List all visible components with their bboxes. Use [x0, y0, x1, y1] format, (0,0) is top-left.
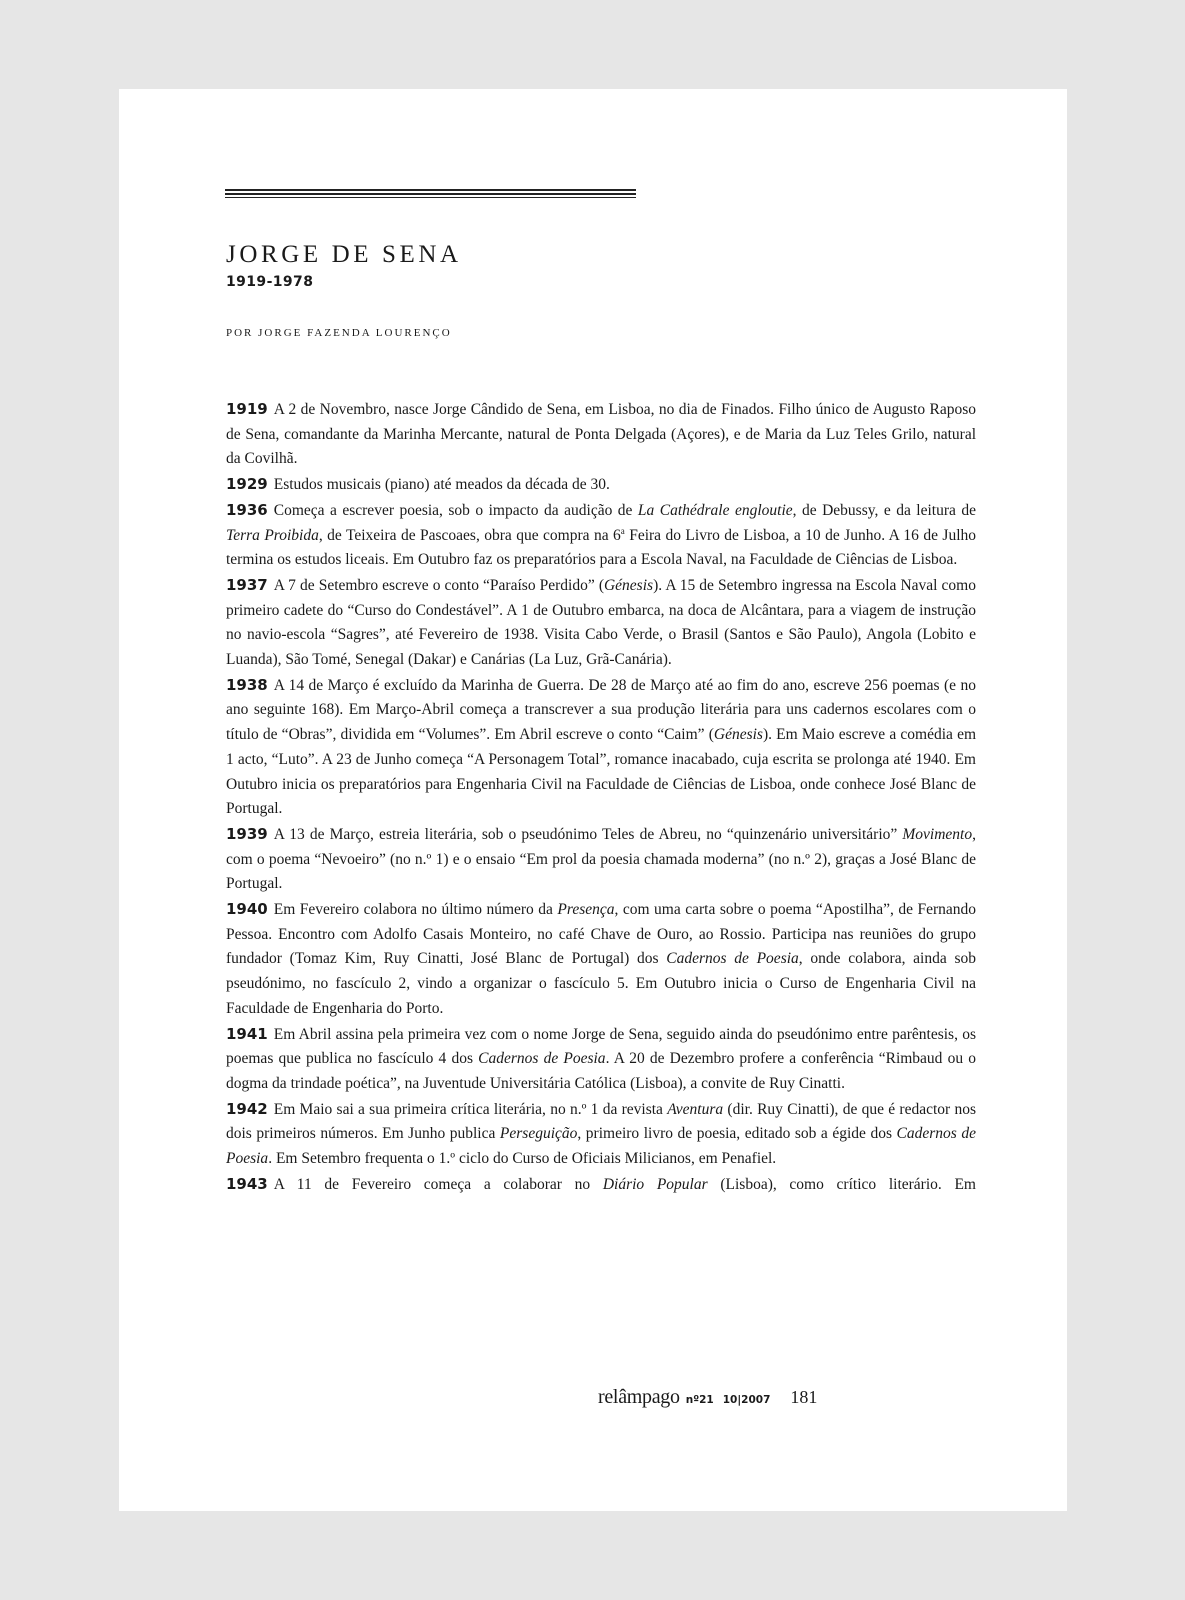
- entry-text: Feira do Livro de Lisboa, a 10 de Junho. A 16 de Julho termina os estudos liceais. Em Outubro faz os preparatórios para a Escola Naval, na Faculdade de Ciências de Lisboa.: [226, 526, 976, 569]
- entry-text: A 7 de Setembro escreve o conto “Paraíso Perdido” (: [273, 576, 604, 594]
- entry-year: 1919: [226, 400, 268, 418]
- work-title: Perseguição: [499, 1125, 578, 1143]
- chronology-entry: [226, 472, 976, 498]
- entry-text: , com uma carta sobre o poema “Apostilha”, de Fernando Pessoa. Encontro com Adolfo Casais Monteiro, no café Chave de Ouro, ao Rossio. Participa nas reuniões do grupo fundador (Tomaz Kim, Ruy Cinatti, José Blanc de Portugal) dos: [226, 901, 976, 968]
- work-title: Cadernos de Poesia: [226, 1125, 976, 1168]
- chronology-entry: [226, 498, 976, 573]
- entry-text: , primeiro livro de poesia, editado sob a égide dos: [577, 1125, 897, 1143]
- work-title: Diário Popular: [602, 1175, 708, 1193]
- entry-year: 1938: [226, 675, 268, 694]
- entry-text: (dir. Ruy Cinatti), de que é redactor nos dois primeiros números. Em Junho publica: [226, 1100, 976, 1143]
- chronology-entry: [226, 573, 976, 673]
- work-title: Terra Proibida: [226, 526, 319, 544]
- work-title: Aventura: [667, 1100, 724, 1118]
- entry-year: 1937: [226, 575, 268, 594]
- entry-text: , de Debussy, e da leitura de: [792, 501, 976, 519]
- chronology-entry: [226, 1172, 976, 1198]
- issue-date: 10|2007: [722, 1394, 771, 1406]
- entry-text: Em Maio sai a sua primeira crítica literária, no n.º 1 da revista: [273, 1100, 668, 1118]
- entry-text: Começa a escrever poesia, sob o impacto da audição de: [273, 501, 638, 519]
- entry-text: A 2 de Novembro, nasce Jorge Cândido de Sena, em Lisboa, no dia de Finados. Filho único de Augusto Raposo de Sena, comandante da Marinha Mercante, natural de Ponta Delgada (Açores), e de Maria da Luz Teles Grilo, natural da Covilhã.: [226, 401, 976, 468]
- entry-text: , de Teixeira de Pascoaes, obra que compra na 6: [318, 526, 621, 544]
- entry-text: Em Abril assina pela primeira vez com o nome Jorge de Sena, seguido ainda do pseudónimo entre parêntesis, os poemas que publica no fascículo 4 dos: [226, 1025, 976, 1068]
- ordinal-superscript: a: [620, 525, 625, 536]
- entry-year: 1929: [226, 475, 268, 494]
- header-rules: [225, 189, 636, 198]
- work-title: Presença: [557, 901, 615, 919]
- chronology-text: [226, 397, 976, 1198]
- life-dates: 1919-1978: [226, 274, 314, 290]
- article-title: JORGE DE SENA: [226, 241, 462, 268]
- entry-year: 1943: [226, 1174, 268, 1193]
- entry-text: , com o poema “Nevoeiro” (no n.º 1) e o ensaio “Em prol da poesia chamada moderna” (no n.º 2), graças a José Blanc de Portugal.: [226, 825, 976, 893]
- issue-number: nº21: [685, 1394, 714, 1406]
- chronology-entry: [226, 897, 976, 1022]
- chronology-entry: [226, 673, 976, 822]
- entry-year: 1942: [226, 1099, 268, 1118]
- work-title: Génesis: [713, 726, 763, 744]
- journal-name: relâmpago: [598, 1386, 680, 1408]
- entry-year: 1941: [226, 1024, 268, 1043]
- page-number: 181: [790, 1387, 818, 1407]
- author-byline: POR JORGE FAZENDA LOURENÇO: [226, 327, 452, 339]
- work-title: Génesis: [603, 576, 654, 594]
- entry-text: A 11 de Fevereiro começa a colaborar no: [273, 1175, 603, 1193]
- document-page: [119, 89, 1067, 1511]
- entry-text: A 14 de Março é excluído da Marinha de Guerra. De 28 de Março até ao fim do ano, escreve 256 poemas (e no ano seguinte 168). Em Março-Abril começa a transcrever a sua produção literária para uns cadernos escolares com o título de “Obras”, dividida em “Volumes”. Em Abril escreve o conto “Caim” (: [226, 676, 976, 744]
- entry-text: A 13 de Março, estreia literária, sob o pseudónimo Teles de Abreu, no “quinzenário universitário”: [273, 825, 903, 843]
- chronology-entry: [226, 822, 976, 897]
- entry-year: 1940: [226, 900, 268, 919]
- entry-text: Estudos musicais (piano) até meados da década de 30.: [273, 476, 610, 494]
- entry-year: 1939: [226, 824, 268, 843]
- entry-text: . A 20 de Dezembro profere a conferência “Rimbaud ou o dogma da trindade poética”, na Juventude Universitária Católica (Lisboa), a convite de Ruy Cinatti.: [226, 1050, 976, 1092]
- entry-text: . Em Setembro frequenta o 1.º ciclo do Curso de Oficiais Milicianos, em Penafiel.: [268, 1150, 777, 1168]
- chronology-entry: [226, 1022, 976, 1097]
- work-title: Cadernos de Poesia: [478, 1050, 606, 1068]
- entry-text: Em Fevereiro colabora no último número da: [273, 901, 558, 919]
- entry-text: (Lisboa), como crítico literário. Em: [707, 1175, 976, 1193]
- entry-text: , onde colabora, ainda sob pseudónimo, no fascículo 2, vindo a organizar o fascículo 5. Em Outubro inicia o Curso de Engenharia Civil na Faculdade de Engenharia do Porto.: [226, 950, 976, 1017]
- page-footer: [598, 1386, 817, 1409]
- entry-text: ). Em Maio escreve a comédia em 1 acto, “Luto”. A 23 de Junho começa “A Personagem Total”, romance inacabado, cuja escrita se prolonga até 1940. Em Outubro inicia os preparatórios para Engenharia Civil na Faculdade de Ciências de Lisboa, onde conhece José Blanc de Portugal.: [226, 726, 977, 818]
- entry-text: ). A 15 de Setembro ingressa na Escola Naval como primeiro cadete do “Curso do Condestável”. A 1 de Outubro embarca, na doca de Alcântara, para a viagem de instrução no navio-escola “Sagres”, até Fevereiro de 1938. Visita Cabo Verde, o Brasil (Santos e São Paulo), Angola (Lobito e Luanda), São Tomé, Senegal (Dakar) e Canárias (La Luz, Grã-Canária).: [226, 576, 976, 669]
- entry-year: 1936: [226, 500, 268, 519]
- chronology-entry: [226, 1097, 976, 1172]
- work-title: Cadernos de Poesia: [666, 950, 799, 968]
- chronology-entry: [226, 397, 976, 472]
- work-title: Movimento: [902, 825, 973, 843]
- work-title: La Cathédrale engloutie: [637, 501, 793, 519]
